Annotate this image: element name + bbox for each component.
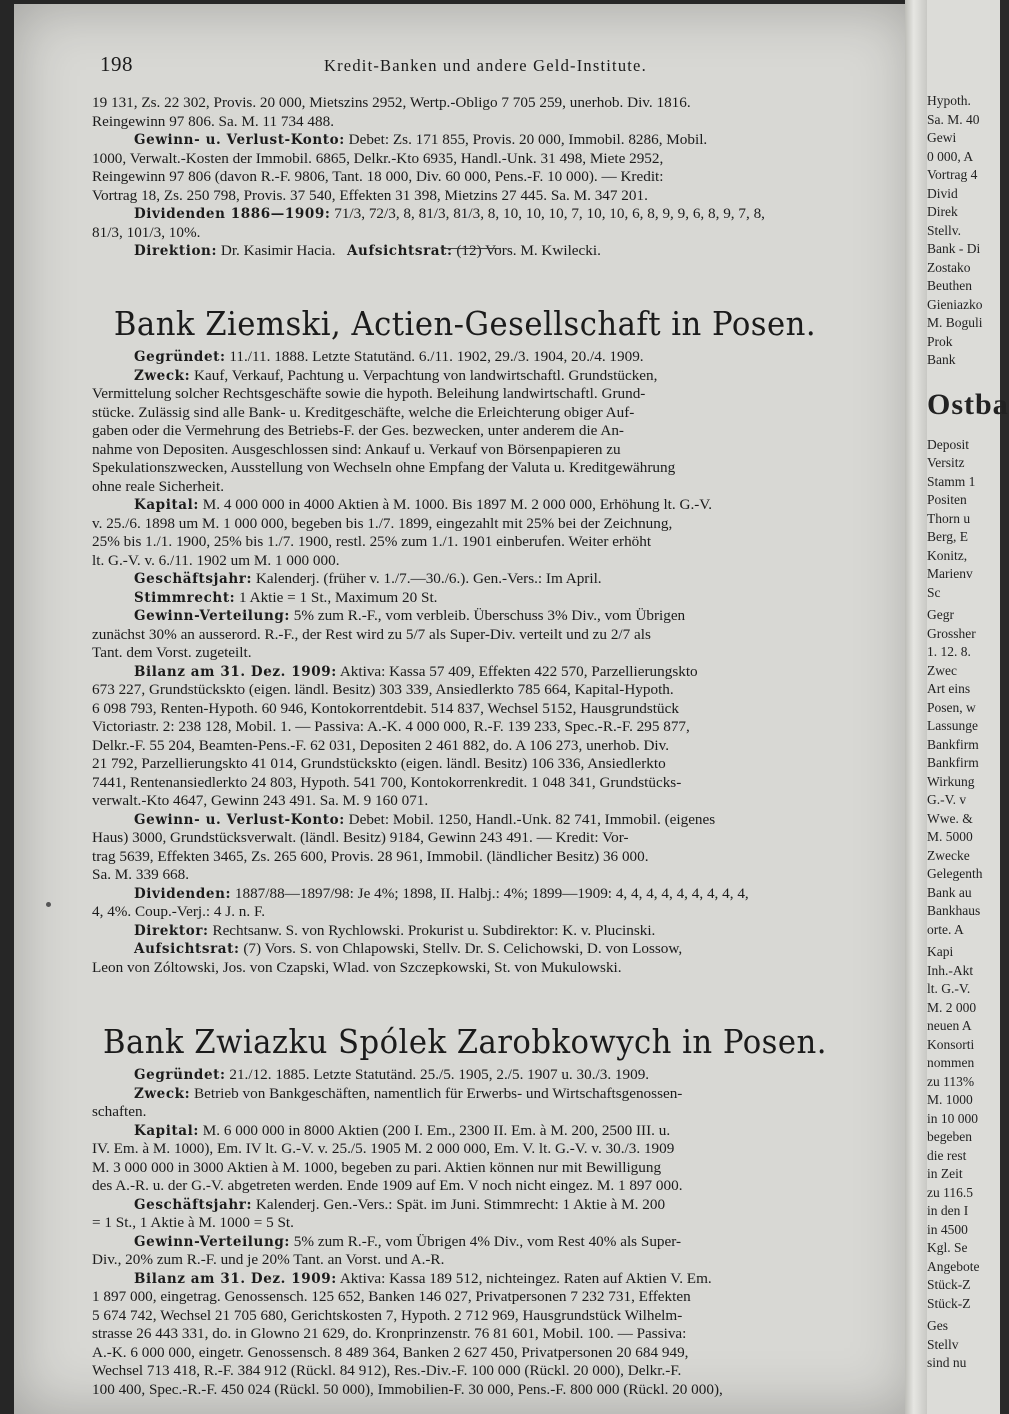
field-label: Gewinn-Verteilung: <box>134 1233 290 1250</box>
text-line <box>92 589 887 608</box>
neighbor-line: M. 2 000 <box>927 999 977 1015</box>
text-line <box>92 367 887 386</box>
text-line: 81/3, 101/3, 10%. <box>92 223 201 241</box>
neighbor-line: orte. A <box>927 921 964 937</box>
neighbor-line: Hypoth. <box>927 93 971 108</box>
field-text: Debet: Mobil. 1250, Handl.-Unk. 82 741, Immobil. (eigenes <box>348 810 716 828</box>
text-line: 19 131, Zs. 22 302, Provis. 20 000, Mietszins 2952, Wertp.-Obligo 7 705 259, unerhob. Div. 1816. <box>92 94 691 111</box>
text-line <box>92 1103 887 1122</box>
field-text: nahme von Depositen. Ausgeschlossen sind: Ankauf u. Verkauf von Börsenpapieren zu <box>92 440 621 458</box>
text-line <box>92 422 887 441</box>
neighbor-line: Stück-Z <box>927 1277 971 1292</box>
neighbor-line: in 10 000 <box>927 1110 979 1126</box>
text-line <box>92 1381 887 1400</box>
field-label: Geschäftsjahr: <box>134 571 253 587</box>
text-line <box>92 959 887 978</box>
neighbor-line: Ostba <box>927 387 1009 421</box>
page-header <box>84 46 884 76</box>
text-line <box>92 478 887 497</box>
field-text: 1 897 000, eingetrag. Genossensch. 125 652, Banken 146 027, Privatpersonen 7 232 731, Effekten <box>92 1288 691 1305</box>
field-text: ohne reale Sicherheit. <box>92 477 224 495</box>
neighbor-line: Gieniazko <box>927 296 983 312</box>
neighbor-line: Wirkung <box>927 773 975 789</box>
neighbor-line: Zwec <box>927 662 957 678</box>
neighbor-line: Prok <box>927 333 953 349</box>
field-label: Aufsichtsrat: <box>134 941 240 957</box>
field-text: Kalenderj. Gen.-Vers.: Spät. im Juni. Stimmrecht: 1 Aktie à M. 200 <box>255 1195 666 1213</box>
text-line <box>92 459 887 478</box>
field-text: Spekulationszwecken, Ausstellung von Wechseln ohne Empfang der Valuta u. Kreditgewährung <box>92 459 676 476</box>
neighbor-line: Bank <box>927 352 956 367</box>
field-text: Leon von Zóltowski, Jos. von Czapski, Wlad. von Szczepkowski, St. von Mukulowski. <box>92 958 622 976</box>
field-text: 5% zum R.-F., vom verbleib. Überschuss 3% Div., vom Übrigen <box>293 607 686 624</box>
text-line <box>92 718 887 737</box>
text-line <box>92 1233 887 1252</box>
field-text: strasse 26 443 331, do. in Glowno 21 629, do. Kronprinzenstr. 76 81 601, Mobil. 100. — Passiva: <box>92 1325 687 1342</box>
text-line <box>92 922 887 941</box>
neighbor-line: Bank au <box>927 884 972 900</box>
text-line <box>92 131 887 150</box>
text-line <box>92 1159 887 1178</box>
text-line <box>92 1251 887 1270</box>
neighbor-line: Gegr <box>927 607 954 622</box>
text-line <box>92 681 887 700</box>
field-label: Kapital: <box>134 497 199 513</box>
text-line <box>92 441 887 460</box>
field-text: gaben oder die Vermehrung des Betriebs-F. der Ges. bezwecken, unter anderem die An- <box>92 422 624 439</box>
field-label: Bilanz am 31. Dez. 1909: <box>134 1270 337 1287</box>
text-line <box>92 811 887 830</box>
field-label: Dividenden: <box>134 885 232 902</box>
text-line <box>92 940 887 959</box>
field-text: 673 227, Grundstückskto (eigen. ländl. Besitz) 303 339, Ansiedlerkto 785 664, Kapital-Hypoth. <box>92 681 674 698</box>
neighbor-line: nommen <box>927 1055 975 1070</box>
neighbor-line: Stück-Z <box>927 1295 971 1311</box>
text-line <box>92 737 887 756</box>
neighbor-line: M. 1000 <box>927 1092 973 1107</box>
neighbor-line: Sa. M. 40 <box>927 111 980 127</box>
neighbor-line: Art eins <box>927 681 971 696</box>
field-label: Kapital: <box>134 1122 199 1139</box>
field-text: Haus) 3000, Grundstücksverwalt. (ländl. Besitz) 9184, Gewinn 243 491. — Kredit: Vor- <box>92 829 629 846</box>
neighbor-line: Beuthen <box>927 278 972 293</box>
field-text: trag 5639, Effekten 3465, Zs. 265 600, Provis. 28 961, Immobil. (ländlicher Besitz) 36 000. <box>92 847 649 865</box>
neighbor-line: Versitz <box>927 455 965 470</box>
text-line <box>92 1196 887 1215</box>
neighbor-line: Berg, E <box>927 529 968 544</box>
text-line: 1000, Verwalt.-Kosten der Immobil. 6865, Delkr.-Kto 6935, Handl.-Unk. 31 498, Miete 2952, <box>92 149 664 167</box>
text-line <box>92 1122 887 1141</box>
field-text: M. 3 000 000 in 3000 Aktien à M. 1000, begeben zu pari. Aktien können nur mit Bewilligung <box>92 1158 662 1176</box>
neighbor-line: Grossher <box>927 625 976 641</box>
text-line <box>92 1307 887 1326</box>
field-text: Kauf, Verkauf, Pachtung u. Verpachtung von landwirtschaftl. Grundstücken, <box>194 366 658 384</box>
text-line <box>92 242 887 261</box>
field-text: = 1 St., 1 Aktie à M. 1000 = 5 St. <box>92 1214 294 1231</box>
field-label: Gegründet: <box>134 349 226 365</box>
field-text: M. 6 000 000 in 8000 Aktien (200 I. Em., 2300 II. Em. à M. 200, 2500 III. u. <box>202 1121 671 1139</box>
neighbor-line: Vortrag 4 <box>927 167 978 182</box>
text-line: Vortrag 18, Zs. 250 798, Provis. 37 540, Effekten 31 398, Mietzins 27 445. Sa. M. 347 201. <box>92 186 648 204</box>
neighbor-line: zu 113% <box>927 1073 975 1089</box>
field-text: Div., 20% zum R.-F. und je 20% Tant. an Vorst. und A.-R. <box>92 1251 445 1268</box>
field-text: Victoriastr. 2: 238 128, Mobil. 1. — Passiva: A.-K. 4 000 000, R.-F. 139 233, Spec.-R.-F. 295 877, <box>92 718 690 735</box>
neighbor-line: Angebote <box>927 1258 980 1274</box>
text-line: Reingewinn 97 806 (davon R.-F. 9806, Tant. 18 000, Div. 60 000, Pens.-F. 10 000). — Kredit: <box>92 168 664 185</box>
field-text: 71/3, 72/3, 8, 81/3, 81/3, 8, 10, 10, 10, 7, 10, 10, 6, 8, 9, 9, 6, 8, 9, 7, 8, <box>334 205 765 222</box>
field-text: v. 25./6. 1898 um M. 1 000 000, begeben bis 1./7. 1899, eingezahlt mit 25% bei der Zeichnung, <box>92 514 673 532</box>
text-line <box>92 848 887 867</box>
neighbor-line: Thorn u <box>927 510 971 526</box>
neighbor-line: Divid <box>927 185 958 201</box>
field-text: Kalenderj. (früher v. 1./7.—30./6.). Gen.-Vers.: Im April. <box>255 570 602 587</box>
field-text: 25% bis 1./1. 1900, 25% bis 1./7. 1900, restl. 25% zum 1./1. 1901 einberufen. Weiter erhöht <box>92 533 652 550</box>
text-line <box>92 552 887 571</box>
neighbor-line: lt. G.-V. <box>927 981 971 996</box>
neighbor-line: Bank - Di <box>927 241 981 256</box>
field-text: (7) Vors. S. von Chlapowski, Stellv. Dr. S. Celichowski, D. von Lossow, <box>243 940 683 957</box>
neighbor-line: Zostako <box>927 259 971 275</box>
neighbor-line: Stamm 1 <box>927 473 976 489</box>
field-text: 100 400, Spec.-R.-F. 450 024 (Rückl. 50 000), Immobilien-F. 30 000, Pens.-F. 800 000 (Rückl. 20 000), <box>92 1380 723 1398</box>
scan-mark <box>46 902 51 907</box>
neighbor-line: Konitz, <box>927 547 968 563</box>
text-line <box>92 607 887 626</box>
neighbor-line: Stellv. <box>927 222 962 238</box>
text-line <box>92 1066 887 1085</box>
previous-entry <box>92 94 887 261</box>
field-text: Dr. Kasimir Hacia. <box>220 242 336 259</box>
field-text: schaften. <box>92 1103 147 1120</box>
field-text: lt. G.-V. v. 6./11. 1902 um M. 1 000 000. <box>92 551 340 569</box>
field-label: Gewinn- u. Verlust-Konto: <box>134 811 345 828</box>
field-text: Delkr.-F. 55 204, Beamten-Pens.-F. 62 031, Depositen 2 461 882, do. A 106 273, unerhob. Div. <box>92 736 670 754</box>
neighbor-line: Lassunge <box>927 718 978 733</box>
field-text: 7441, Rentenansiedlerkto 24 803, Hypoth. 541 700, Kontokorrenkredit. 1 048 341, Grundstücks- <box>92 773 682 791</box>
neighbor-line: Gelegenth <box>927 866 983 881</box>
bank-ziemski-title: Bank Ziemski, Actien-Gesellschaft in Posen. <box>113 304 817 343</box>
neighbor-line: Sc <box>927 584 941 600</box>
field-text: 1 Aktie = 1 St., Maximum 20 St. <box>239 588 438 606</box>
bank-zwiazku-title: Bank Zwiazku Spólek Zarobkowych in Posen. <box>103 1022 827 1061</box>
neighbor-line: Direk <box>927 204 958 219</box>
bank-zwiazku-entry <box>92 1066 887 1399</box>
field-text: A.-K. 6 000 000, eingetr. Genossensch. 8 489 364, Banken 2 627 450, Privatpersonen 20 684 949, <box>92 1343 689 1361</box>
neighbor-line: M. Boguli <box>927 315 983 330</box>
neighbor-line: Bankhaus <box>927 903 981 918</box>
text-line <box>92 903 887 922</box>
neighbor-line: Deposit <box>927 436 969 452</box>
field-text: Tant. dem Vorst. zugeteilt. <box>92 644 252 661</box>
field-text: IV. Em. à M. 1000), Em. IV lt. G.-V. v. 25./5. 1905 M. 2 000 000, Em. V. lt. G.-V. v. 30./3. 1909 <box>92 1140 675 1157</box>
field-text: 5% zum R.-F., vom Übrigen 4% Div., vom Rest 40% als Super- <box>293 1232 682 1250</box>
field-text: Rechtsanw. S. von Rychlowski. Prokurist u. Subdirektor: K. v. Plucinski. <box>212 921 656 939</box>
text-line <box>92 1325 887 1344</box>
field-text: 5 674 742, Wechsel 21 705 680, Gerichtskosten 7, Hypoth. 2 712 969, Hausgrundstück Wilhelm- <box>92 1306 683 1324</box>
field-label: Zweck: <box>134 1085 191 1102</box>
neighbor-line: die rest <box>927 1147 967 1163</box>
neighbor-line: 1. 12. 8. <box>927 644 971 659</box>
field-label: Dividenden 1886—1909: <box>134 206 331 222</box>
text-line <box>92 205 887 224</box>
text-line <box>92 1344 887 1363</box>
text-line <box>92 644 887 663</box>
text-line <box>92 1362 887 1381</box>
neighbor-line: G.-V. v <box>927 792 967 807</box>
neighbor-line: in Zeit <box>927 1166 963 1181</box>
field-label: Stimmrecht: <box>134 589 236 606</box>
field-text: 21 792, Parzellierungskto 41 014, Grundstückskto (eigen. ländl. Besitz) 106 336, Ansiedlerkto <box>92 755 666 772</box>
neighbor-line: neuen A <box>927 1018 972 1033</box>
field-label: Aufsichtsrat: <box>346 243 453 259</box>
field-text: (12) Vors. M. Kwilecki. <box>456 242 601 259</box>
neighbor-line: Posen, w <box>927 699 976 715</box>
neighbor-line: Kgl. Se <box>927 1240 968 1255</box>
field-label: Direktion: <box>134 243 218 259</box>
field-text: 21./12. 1885. Letzte Statutänd. 25./5. 1905, 2./5. 1907 u. 30./3. 1909. <box>229 1066 650 1083</box>
neighbor-line: Konsorti <box>927 1036 975 1052</box>
neighbor-line: in 4500 <box>927 1221 968 1237</box>
neighbor-line: Inh.-Akt <box>927 962 974 978</box>
text-line <box>92 774 887 793</box>
neighbor-line: M. 5000 <box>927 829 973 844</box>
field-text: des A.-R. u. der G.-V. abgetreten werden. Ende 1909 auf Em. V noch nicht eingez. M. 1 897 000. <box>92 1177 683 1194</box>
field-label: Gegründet: <box>134 1067 226 1083</box>
field-text: verwalt.-Kto 4647, Gewinn 243 491. Sa. M. 9 160 071. <box>92 792 429 809</box>
field-text: Sa. M. 339 668. <box>92 866 190 883</box>
field-text: 4, 4%. Coup.-Verj.: 4 J. n. F. <box>92 903 266 920</box>
text-line <box>92 1177 887 1196</box>
bank-ziemski-entry <box>92 348 887 977</box>
text-line <box>92 626 887 645</box>
field-label: Gewinn- u. Verlust-Konto: <box>134 132 345 148</box>
text-line <box>92 348 887 367</box>
neighbor-line: Marienv <box>927 566 973 581</box>
field-text: Debet: Zs. 171 855, Provis. 20 000, Immobil. 8286, Mobil. <box>348 131 708 148</box>
neighbor-line: Wwe. & <box>927 810 973 826</box>
book-gutter <box>905 0 927 1414</box>
field-text: zunächst 30% an ausserord. R.-F., der Rest wird zu 5/7 als Super-Div. verteilt und zu 2/7 als <box>92 625 651 643</box>
text-line: Reingewinn 97 806. Sa. M. 11 734 488. <box>92 112 335 130</box>
text-line <box>92 515 887 534</box>
text-line <box>92 866 887 885</box>
field-label: Gewinn-Verteilung: <box>134 608 290 624</box>
field-text: 1887/88—1897/98: Je 4%; 1898, II. Halbj.: 4%; 1899—1909: 4, 4, 4, 4, 4, 4, 4, 4, 4, <box>234 884 749 902</box>
text-line <box>92 385 887 404</box>
field-label: Geschäftsjahr: <box>134 1196 253 1213</box>
neighbor-line: in den I <box>927 1203 969 1218</box>
text-line <box>92 700 887 719</box>
field-text: Aktiva: Kassa 189 512, nichteingez. Raten auf Aktien V. Em. <box>339 1269 712 1287</box>
neighbor-line: Kapi <box>927 944 954 959</box>
field-text: Betrieb von Bankgeschäften, namentlich für Erwerbs- und Wirtschaftsgenossen- <box>194 1084 683 1102</box>
section-divider <box>441 248 501 249</box>
neighbor-line: Gewi <box>927 130 957 145</box>
text-line <box>92 496 887 515</box>
text-line <box>92 663 887 682</box>
neighbor-line: begeben <box>927 1129 972 1144</box>
neighbor-line: Zwecke <box>927 847 970 863</box>
field-text: M. 4 000 000 in 4000 Aktien à M. 1000. Bis 1897 M. 2 000 000, Erhöhung lt. G.-V. <box>202 496 713 513</box>
text-line <box>92 1214 887 1233</box>
text-line <box>92 570 887 589</box>
field-text: Aktiva: Kassa 57 409, Effekten 422 570, Parzellierungskto <box>339 662 698 680</box>
text-line <box>92 1085 887 1104</box>
text-line <box>92 1140 887 1159</box>
neighbor-line: zu 116.5 <box>927 1184 973 1200</box>
field-text: Wechsel 713 418, R.-F. 384 912 (Rückl. 84 912), Res.-Div.-F. 100 000 (Rückl. 20 000), Delkr.-F. <box>92 1362 682 1379</box>
field-label: Bilanz am 31. Dez. 1909: <box>134 663 337 680</box>
text-line <box>92 533 887 552</box>
field-text: 6 098 793, Renten-Hypoth. 60 946, Kontokorrentdebit. 514 837, Wechsel 5152, Hausgrundstück <box>92 699 679 717</box>
text-line <box>92 755 887 774</box>
text-line <box>92 829 887 848</box>
text-line <box>92 792 887 811</box>
neighbor-line: Positen <box>927 492 967 507</box>
book-page <box>14 4 916 1414</box>
text-line <box>92 1288 887 1307</box>
field-label: Zweck: <box>134 367 191 384</box>
text-line <box>92 404 887 423</box>
neighbor-line: Bankfirm <box>927 755 979 770</box>
neighbor-line: Bankfirm <box>927 736 979 752</box>
text-line <box>92 1270 887 1289</box>
neighbor-line: 0 000, A <box>927 148 974 164</box>
page-number: 198 <box>100 52 133 76</box>
neighbor-page-column <box>927 0 1009 1414</box>
neighbor-line: sind nu <box>927 1355 967 1370</box>
running-title: Kredit-Banken und andere Geld-Institute. <box>324 56 647 75</box>
field-text: Vermittelung solcher Rechtsgeschäfte sowie die hypoth. Beleihung landwirtschaftl. Grund- <box>92 385 646 402</box>
neighbor-line: Ges <box>927 1318 948 1333</box>
field-text: 11./11. 1888. Letzte Statutänd. 6./11. 1902, 29./3. 1904, 20./4. 1909. <box>229 348 644 365</box>
field-text: stücke. Zulässig sind alle Bank- u. Kreditgeschäfte, welche die Erleichterung obiger Auf- <box>92 403 635 421</box>
field-label: Direktor: <box>134 922 209 939</box>
text-line <box>92 885 887 904</box>
neighbor-line: Stellv <box>927 1336 959 1352</box>
